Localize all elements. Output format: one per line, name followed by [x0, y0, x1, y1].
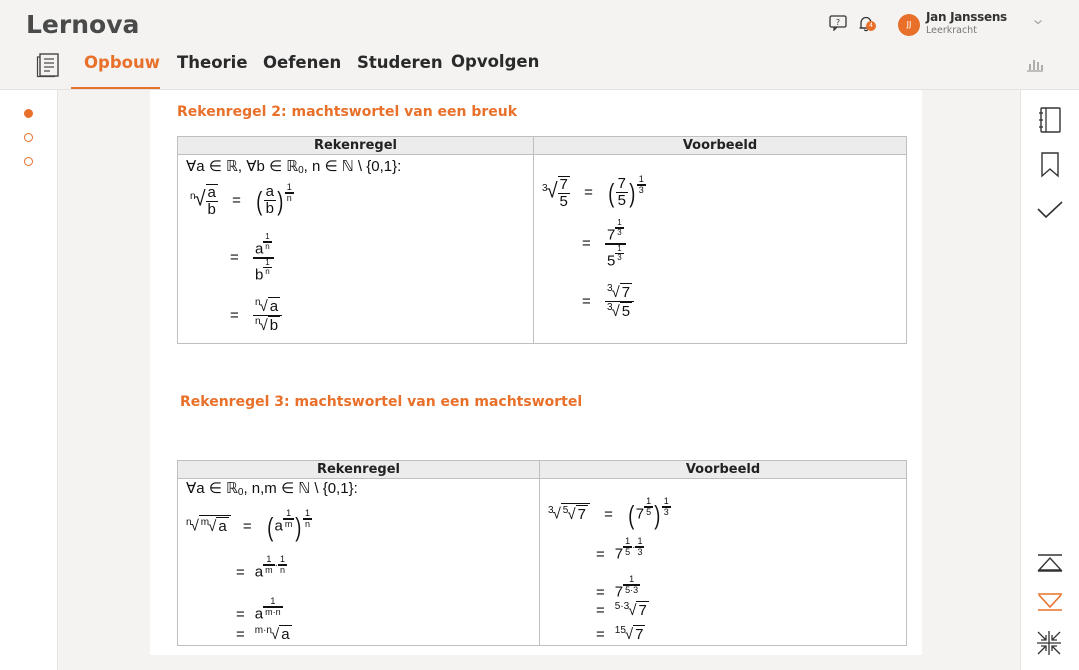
rule-3-step-3: = a $^{\frac{1}{m\cdot n}}$	[236, 596, 281, 623]
section-navigator	[0, 90, 58, 670]
course-book-icon[interactable]	[36, 52, 60, 78]
rule-2-example-step-3: = $\frac{^3√ 7}{^3√ 5}$	[582, 283, 634, 320]
chevron-down-icon[interactable]	[1033, 18, 1043, 26]
notification-badge: 4	[866, 21, 876, 31]
rule-2-step-3: = $\frac{^n√ a}{^n√ b}$	[230, 297, 282, 334]
rule-2-title: Rekenregel 2: machtswortel van een breuk	[177, 104, 518, 120]
tab-opvolgen[interactable]: Opvolgen	[451, 52, 540, 71]
content-area	[58, 90, 1020, 670]
rule-3-step-2: = a $^{\frac{1}{m} \cdot \frac{1}{n}}$	[236, 554, 285, 581]
top-bar	[0, 0, 1079, 90]
section-dot-2[interactable]	[24, 133, 33, 142]
tab-oefenen[interactable]: Oefenen	[263, 53, 342, 72]
checkmark-icon[interactable]	[1036, 200, 1064, 220]
rule-3-example-step-3: = 7 $^{\frac{1}{5\cdot 3}}$	[596, 574, 639, 601]
rule-3-example-step-1: $^3$√ $^5$√ 7 = (7 $^{\frac{1}{5}}$ ) $^{\frac{1}{3}}$	[548, 496, 669, 530]
rule-2-table	[177, 136, 907, 344]
rule-3-example-cell	[540, 479, 907, 646]
shrink-icon[interactable]	[1036, 630, 1062, 656]
column-header-rule: Rekenregel	[178, 461, 540, 479]
column-header-example: Voorbeeld	[534, 137, 907, 155]
tab-theorie[interactable]: Theorie	[177, 53, 248, 72]
rule-2-formula-cell	[178, 155, 534, 344]
rule-3-formula-cell	[178, 479, 540, 646]
tab-studeren[interactable]: Studeren	[357, 53, 443, 72]
column-header-rule: Rekenregel	[178, 137, 534, 155]
user-name[interactable]: Jan Janssens	[926, 10, 1007, 24]
rule-3-title: Rekenregel 3: machtswortel van een machtswortel	[180, 394, 583, 410]
feedback-icon[interactable]	[829, 15, 847, 31]
svg-text:?: ?	[835, 18, 841, 27]
statistics-icon[interactable]	[1026, 56, 1044, 72]
rule-3-example-step-5: = $^{15}$√ 7	[596, 625, 644, 643]
section-dot-1[interactable]	[24, 109, 33, 118]
tool-sidebar	[1020, 90, 1079, 670]
logo[interactable]: Lernova	[26, 10, 140, 39]
rule-2-example-step-2: = 7 $^{\frac{1}{3}}$ 5 $^{\frac{1}{3}}$	[582, 219, 626, 269]
rule-3-example-step-4: = $^{5\cdot 3}$√ 7	[596, 601, 647, 619]
rule-3-table	[177, 460, 907, 646]
rule-2-example-cell	[534, 155, 907, 344]
rule-3-step-4: = $^{m\cdot n}$√ a	[236, 625, 290, 643]
rule-2-condition: ∀a ∈ ℝ, ∀b ∈ ℝ$_0$, n ∈ ℕ \ {0,1}:	[186, 158, 402, 176]
rule-2-step-2: = a $^{\frac{1}{n}}$ b $^{\frac{1}{n}}$	[230, 233, 274, 283]
tab-opbouw[interactable]: Opbouw	[84, 53, 160, 72]
section-dot-3[interactable]	[24, 157, 33, 166]
rule-3-example-step-2: = 7 $^{\frac{1}{5} \cdot \frac{1}{3}}$	[596, 536, 643, 563]
rule-3-step-1: $^n$√ $^m$√ a = (a $^{\frac{1}{m}}$ ) $^{\frac{1}{n}}$	[186, 508, 311, 542]
notebook-icon[interactable]	[1038, 107, 1062, 133]
column-header-example: Voorbeeld	[540, 461, 907, 479]
collapse-down-icon[interactable]	[1036, 592, 1064, 612]
avatar[interactable]: JJ	[898, 14, 920, 36]
rule-2-example-step-1: $^3$√ $\frac{7}{5}$ = ( $\frac{7}{5}$ ) $^{\frac{1}{3}}$	[542, 174, 644, 210]
bookmark-icon[interactable]	[1040, 152, 1060, 178]
rule-3-condition: ∀a ∈ ℝ$_0$, n,m ∈ ℕ \ {0,1}:	[186, 480, 358, 498]
collapse-up-icon[interactable]	[1036, 553, 1064, 573]
rule-2-step-1: $^n$√ $\frac{a}{b}$ = ( $\frac{a}{b}$ ) $^{\frac{1}{n}}$	[190, 182, 292, 218]
active-tab-indicator	[71, 87, 160, 89]
user-role: Leerkracht	[926, 25, 977, 36]
